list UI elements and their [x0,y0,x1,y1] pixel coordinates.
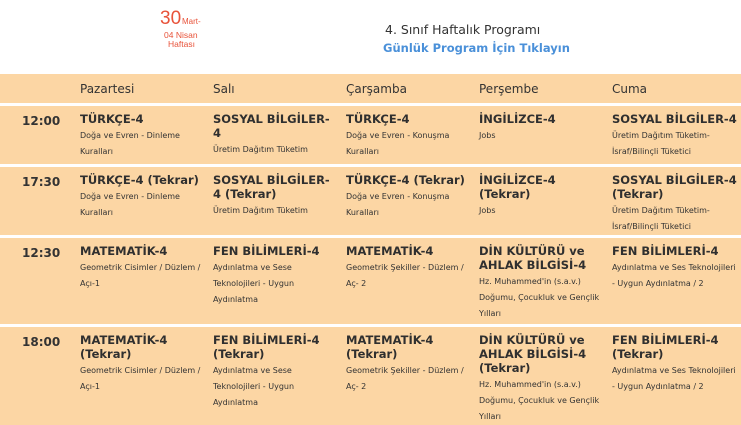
course-topic: Üretim Dağıtım Tüketim-İsraf/Bilinçli Tüketici [612,205,710,231]
lesson-cell[interactable] [471,104,604,165]
course-topic: Hz. Muhammed'in (s.a.v.) Doğumu, Çocukluk ve Gençlik Yılları [479,276,600,318]
lesson-cell[interactable] [72,165,205,236]
course-name: DİN KÜLTÜRÜ ve AHLAK BİLGİSİ-4 [479,243,587,272]
course-name: TÜRKÇE-4 [346,111,410,126]
course-name: FEN BİLİMLERİ-4 [612,243,719,258]
lesson-cell[interactable] [338,325,471,425]
course-topic: Geometrik Şekiller - Düzlem / Aç- 2 [346,262,464,288]
lesson-cell[interactable] [72,104,205,165]
course-topic: Doğa ve Evren - Konuşma Kuralları [346,191,450,217]
course-topic: Üretim Dağıtım Tüketim [213,205,308,215]
table-row [0,325,741,425]
day-header-wednesday: Çarşamba [346,82,407,96]
lesson-cell[interactable] [72,325,205,425]
course-name: SOSYAL BİLGİLER-4 (Tekrar) [612,172,737,201]
lesson-cell[interactable] [471,236,604,325]
weekly-schedule-table [0,74,741,425]
course-topic: Jobs [479,205,496,215]
date-range-end: 04 Nisan [164,30,198,40]
course-topic: Geometrik Cisimler / Düzlem / Açı-1 [80,365,201,391]
course-topic: Üretim Dağıtım Tüketim-İsraf/Bilinçli Tüketici [612,130,710,156]
day-header-friday: Cuma [612,82,648,96]
course-name: TÜRKÇE-4 (Tekrar) [80,172,199,187]
course-topic: Geometrik Cisimler / Düzlem / Açı-1 [80,262,201,288]
lesson-cell[interactable] [72,236,205,325]
date-week-label: Haftası [168,39,195,49]
table-row [0,104,741,165]
course-name: TÜRKÇE-4 [80,111,144,126]
course-topic: Doğa ve Evren - Dinleme Kuralları [80,191,180,217]
lesson-cell[interactable] [205,325,338,425]
course-name: SOSYAL BİLGİLER-4 (Tekrar) [213,172,330,201]
date-month: Mart- [182,17,201,26]
course-topic: Aydınlatma ve Sese Teknolojileri - Uygun Aydınlatma [213,262,295,304]
course-topic: Hz. Muhammed'in (s.a.v.) Doğumu, Çocukluk ve Gençlik Yılları [479,379,600,421]
course-name: DİN KÜLTÜRÜ ve AHLAK BİLGİSİ-4 (Tekrar) [479,332,587,375]
course-name: MATEMATİK-4 (Tekrar) [80,332,168,361]
time-slot: 12:30 [22,245,61,260]
course-name: FEN BİLİMLERİ-4 [213,243,320,258]
course-name: İNGİLİZCE-4 [479,111,556,126]
course-topic: Jobs [479,130,496,140]
course-name: FEN BİLİMLERİ-4 (Tekrar) [612,332,719,361]
day-header-tuesday: Salı [213,82,235,96]
day-header-monday: Pazartesi [80,82,135,96]
lesson-cell[interactable] [205,165,338,236]
lesson-cell[interactable] [471,165,604,236]
course-topic: Aydınlatma ve Ses Teknolojileri - Uygun Aydınlatma / 2 [612,262,736,288]
course-name: TÜRKÇE-4 (Tekrar) [346,172,465,187]
course-name: MATEMATİK-4 [346,243,434,258]
course-topic: Doğa ve Evren - Konuşma Kuralları [346,130,450,156]
time-column-header [0,74,72,104]
course-name: MATEMATİK-4 [80,243,168,258]
lesson-cell[interactable] [338,165,471,236]
table-row [0,165,741,236]
page-header [0,0,741,74]
course-name: MATEMATİK-4 (Tekrar) [346,332,434,361]
day-header-row [0,74,741,104]
table-row [0,236,741,325]
date-day: 30 [160,8,182,29]
page-title: 4. Sınıf Haftalık Programı [385,22,541,37]
daily-program-link[interactable]: Günlük Program İçin Tıklayın [383,41,570,55]
lesson-cell[interactable] [205,236,338,325]
lesson-cell[interactable] [604,236,741,325]
time-slot: 12:00 [22,113,61,128]
lesson-cell[interactable] [604,104,741,165]
day-header-thursday: Perşembe [479,82,539,96]
course-name: FEN BİLİMLERİ-4 (Tekrar) [213,332,320,361]
course-name: SOSYAL BİLGİLER-4 [213,111,330,140]
course-name: İNGİLİZCE-4 (Tekrar) [479,172,556,201]
lesson-cell[interactable] [338,236,471,325]
course-topic: Doğa ve Evren - Dinleme Kuralları [80,130,180,156]
course-name: SOSYAL BİLGİLER-4 [612,111,737,126]
course-topic: Üretim Dağıtım Tüketim [213,144,308,154]
lesson-cell[interactable] [338,104,471,165]
lesson-cell[interactable] [471,325,604,425]
time-slot: 17:30 [22,174,61,189]
lesson-cell[interactable] [205,104,338,165]
lesson-cell[interactable] [604,325,741,425]
lesson-cell[interactable] [604,165,741,236]
time-slot: 18:00 [22,334,61,349]
course-topic: Aydınlatma ve Sese Teknolojileri - Uygun Aydınlatma [213,365,295,407]
course-topic: Aydınlatma ve Ses Teknolojileri - Uygun Aydınlatma / 2 [612,365,736,391]
course-topic: Geometrik Şekiller - Düzlem / Aç- 2 [346,365,464,391]
